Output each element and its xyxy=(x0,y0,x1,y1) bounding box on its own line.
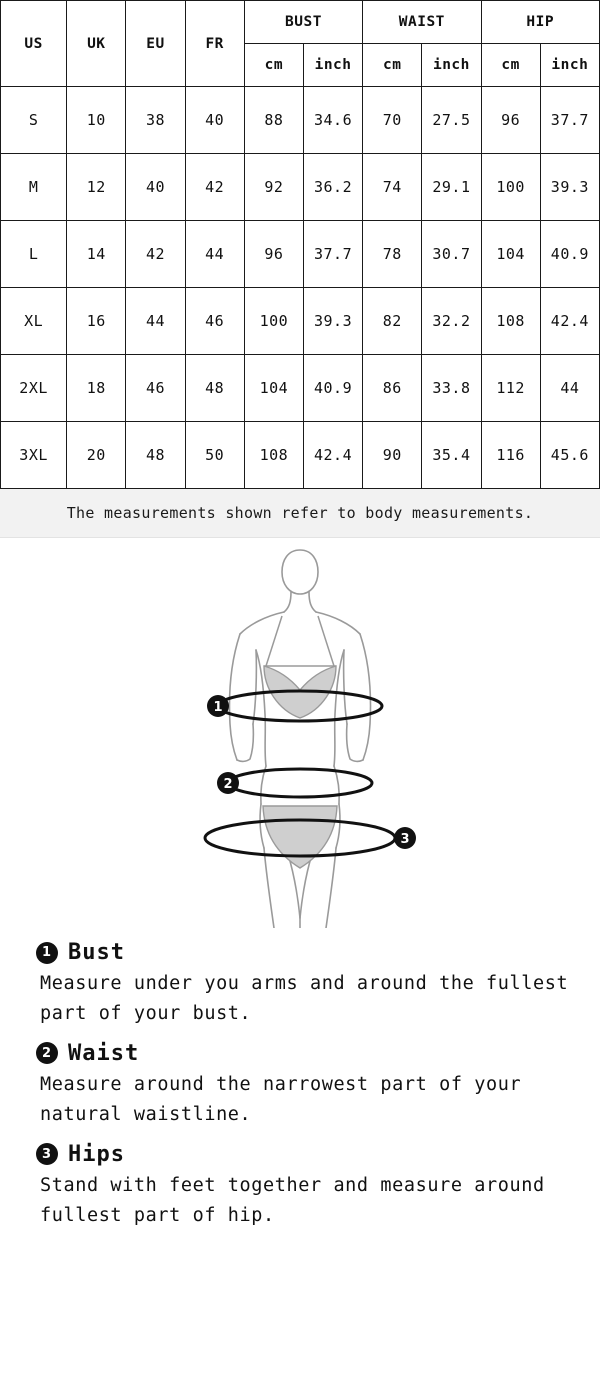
cell-bust-inch: 34.6 xyxy=(303,87,362,154)
bullet-3-icon: 3 xyxy=(36,1143,58,1165)
cell-us: 3XL xyxy=(1,422,67,489)
svg-text:1: 1 xyxy=(213,700,223,715)
cell-uk: 20 xyxy=(67,422,126,489)
instruction-title-waist xyxy=(36,1041,570,1066)
cell-bust-cm: 108 xyxy=(244,422,303,489)
header-bust-inch: inch xyxy=(303,44,362,87)
cell-waist-cm: 90 xyxy=(363,422,422,489)
header-eu: EU xyxy=(126,1,185,87)
header-bust: BUST xyxy=(244,1,362,44)
cell-bust-cm: 92 xyxy=(244,154,303,221)
cell-bust-cm: 100 xyxy=(244,288,303,355)
cell-waist-cm: 78 xyxy=(363,221,422,288)
instruction-text-waist: Measure around the narrowest part of your natural waistline. xyxy=(40,1073,522,1125)
cell-waist-cm: 82 xyxy=(363,288,422,355)
cell-bust-inch: 37.7 xyxy=(303,221,362,288)
svg-text:2: 2 xyxy=(223,777,233,792)
cell-uk: 10 xyxy=(67,87,126,154)
cell-bust-inch: 36.2 xyxy=(303,154,362,221)
header-fr: FR xyxy=(185,1,244,87)
cell-fr: 48 xyxy=(185,355,244,422)
bullet-1-icon: 1 xyxy=(36,942,58,964)
cell-uk: 18 xyxy=(67,355,126,422)
cell-hip-cm: 108 xyxy=(481,288,540,355)
cell-hip-cm: 96 xyxy=(481,87,540,154)
cell-uk: 16 xyxy=(67,288,126,355)
cell-waist-cm: 70 xyxy=(363,87,422,154)
header-waist: WAIST xyxy=(363,1,481,44)
body-measurement-figure xyxy=(0,538,600,928)
cell-waist-inch: 33.8 xyxy=(422,355,481,422)
cell-us: L xyxy=(1,221,67,288)
cell-hip-inch: 45.6 xyxy=(540,422,599,489)
header-uk: UK xyxy=(67,1,126,87)
measurement-note: The measurements shown refer to body measurements. xyxy=(0,489,600,538)
header-hip-cm: cm xyxy=(481,44,540,87)
cell-eu: 48 xyxy=(126,422,185,489)
cell-waist-inch: 35.4 xyxy=(422,422,481,489)
bikini-bottom-shape xyxy=(263,806,337,868)
cell-hip-cm: 116 xyxy=(481,422,540,489)
marker-1 xyxy=(207,695,229,717)
cell-bust-inch: 39.3 xyxy=(303,288,362,355)
cell-hip-cm: 112 xyxy=(481,355,540,422)
cell-waist-inch: 29.1 xyxy=(422,154,481,221)
cell-hip-inch: 44 xyxy=(540,355,599,422)
cell-hip-inch: 37.7 xyxy=(540,87,599,154)
header-bust-cm: cm xyxy=(244,44,303,87)
cell-waist-inch: 27.5 xyxy=(422,87,481,154)
cell-eu: 42 xyxy=(126,221,185,288)
table-row xyxy=(1,422,600,489)
cell-bust-cm: 104 xyxy=(244,355,303,422)
size-table xyxy=(0,0,600,489)
cell-hip-cm: 104 xyxy=(481,221,540,288)
instruction-text-hips: Stand with feet together and measure around fullest part of hip. xyxy=(40,1174,545,1226)
cell-uk: 14 xyxy=(67,221,126,288)
female-body-diagram xyxy=(60,538,540,928)
cell-bust-cm: 88 xyxy=(244,87,303,154)
header-hip: HIP xyxy=(481,1,599,44)
header-hip-inch: inch xyxy=(540,44,599,87)
cell-waist-cm: 74 xyxy=(363,154,422,221)
size-table-container xyxy=(0,0,600,489)
cell-us: M xyxy=(1,154,67,221)
table-row xyxy=(1,154,600,221)
bullet-2-icon: 2 xyxy=(36,1042,58,1064)
cell-eu: 40 xyxy=(126,154,185,221)
instruction-title-bust xyxy=(36,940,570,965)
instruction-label-hips: Hips xyxy=(68,1141,125,1167)
cell-eu: 46 xyxy=(126,355,185,422)
header-us: US xyxy=(1,1,67,87)
instruction-label-waist: Waist xyxy=(68,1040,140,1066)
cell-us: S xyxy=(1,87,67,154)
waist-measure-line xyxy=(228,769,372,797)
instruction-title-hips xyxy=(36,1142,570,1167)
cell-waist-inch: 30.7 xyxy=(422,221,481,288)
cell-us: XL xyxy=(1,288,67,355)
svg-text:3: 3 xyxy=(400,832,410,847)
measurement-instructions xyxy=(0,928,600,1273)
cell-fr: 40 xyxy=(185,87,244,154)
cell-waist-cm: 86 xyxy=(363,355,422,422)
cell-bust-cm: 96 xyxy=(244,221,303,288)
table-row xyxy=(1,87,600,154)
cell-fr: 42 xyxy=(185,154,244,221)
table-row xyxy=(1,221,600,288)
table-row xyxy=(1,355,600,422)
marker-2 xyxy=(217,772,239,794)
header-waist-inch: inch xyxy=(422,44,481,87)
table-header-row-groups xyxy=(1,1,600,44)
instruction-label-bust: Bust xyxy=(68,940,125,965)
marker-3 xyxy=(394,827,416,849)
cell-bust-inch: 42.4 xyxy=(303,422,362,489)
header-waist-cm: cm xyxy=(363,44,422,87)
cell-uk: 12 xyxy=(67,154,126,221)
cell-bust-inch: 40.9 xyxy=(303,355,362,422)
cell-eu: 38 xyxy=(126,87,185,154)
table-row xyxy=(1,288,600,355)
cell-hip-inch: 40.9 xyxy=(540,221,599,288)
instruction-text-bust: Measure under you arms and around the fullest part of your bust. xyxy=(40,973,569,1024)
cell-fr: 46 xyxy=(185,288,244,355)
cell-eu: 44 xyxy=(126,288,185,355)
cell-fr: 44 xyxy=(185,221,244,288)
cell-waist-inch: 32.2 xyxy=(422,288,481,355)
cell-us: 2XL xyxy=(1,355,67,422)
cell-hip-inch: 42.4 xyxy=(540,288,599,355)
cell-hip-inch: 39.3 xyxy=(540,154,599,221)
cell-fr: 50 xyxy=(185,422,244,489)
cell-hip-cm: 100 xyxy=(481,154,540,221)
